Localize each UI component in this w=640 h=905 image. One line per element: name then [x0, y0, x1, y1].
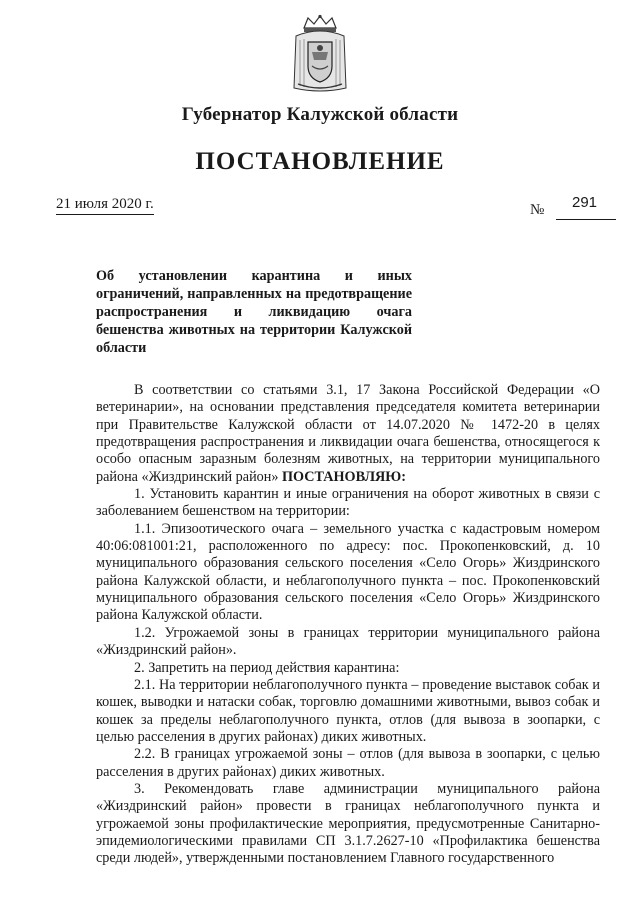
paragraph-1-1: 1.1. Эпизоотического очага – земельного участка с кадастровым номером 40:06:081001:21, расположенного по адресу: пос. Прокопенковский, д. 10 муниципального образования сельского поселения «Село Огорь» Жиздринского района Калужской области, и неблагополучного пункта – пос. Прокопенковский муниципального образования сельского поселения «Село Огорь» Жиздринского района Калужской области. — [96, 520, 600, 624]
intro-text: В соответствии со статьями 3.1, 17 Закона Российской Федерации «О ветеринарии», на основании представления председателя комитета ветеринарии при Правительстве Калужской области от 14.07.2020 № 1472-20 в целях предотвращения распространения и ликвидации очага бешенства, относящегося к особо опасным заразным болезням животных, на территории муниципального района «Жиздринский район» — [96, 382, 600, 485]
number-underline — [556, 219, 616, 220]
document-date: 21 июля 2020 г. — [56, 196, 154, 215]
decree-word: ПОСТАНОВЛЯЮ: — [282, 468, 407, 485]
document-type-title: ПОСТАНОВЛЕНИЕ — [195, 148, 445, 175]
number-sign: № — [530, 202, 545, 218]
issuing-authority: Губернатор Калужской области — [181, 104, 459, 125]
paragraph-2: 2. Запретить на период действия карантина: — [134, 659, 400, 676]
paragraph-2-1: 2.1. На территории неблагополучного пункта – проведение выставок собак и кошек, выводки и натаски собак, торговлю домашними животными, вывоз собак и кошек за пределы неблагополучного пункта, отлов (для вывоза в зоопарки, с целью расселения в других районах) диких животных. — [96, 676, 600, 745]
paragraph-1-2: 1.2. Угрожаемой зоны в границах территории муниципального района «Жиздринский район». — [96, 624, 600, 659]
document-subject: Об установлении карантина и иных ограничений, направленных на предотвращение распространения и ликвидацию очага бешенства животных на территории Калужской области — [96, 268, 412, 356]
coat-of-arms-icon — [290, 14, 350, 94]
intro-paragraph — [96, 382, 600, 486]
paragraph-2-2: 2.2. В границах угрожаемой зоны – отлов (для вывоза в зоопарки, с целью расселения в других районах) диких животных. — [96, 746, 600, 780]
document-number-block — [516, 196, 616, 218]
paragraph-3: 3. Рекомендовать главе администрации муниципального района «Жиздринский район» провести в границах неблагополучного пункта и угрожаемой зоны профилактические мероприятия, предусмотренные Санитарно-эпидемиологическими правилами СП 3.1.7.2627-10 «Профилактика бешенства среди людей», утвержденными постановлением Главного государственного — [96, 780, 600, 867]
document-number: 291 — [572, 194, 598, 211]
paragraph-1: 1. Установить карантин и иные ограничения на оборот животных в связи с заболеванием бешенством на территории: — [96, 486, 600, 520]
document-body — [96, 382, 600, 868]
